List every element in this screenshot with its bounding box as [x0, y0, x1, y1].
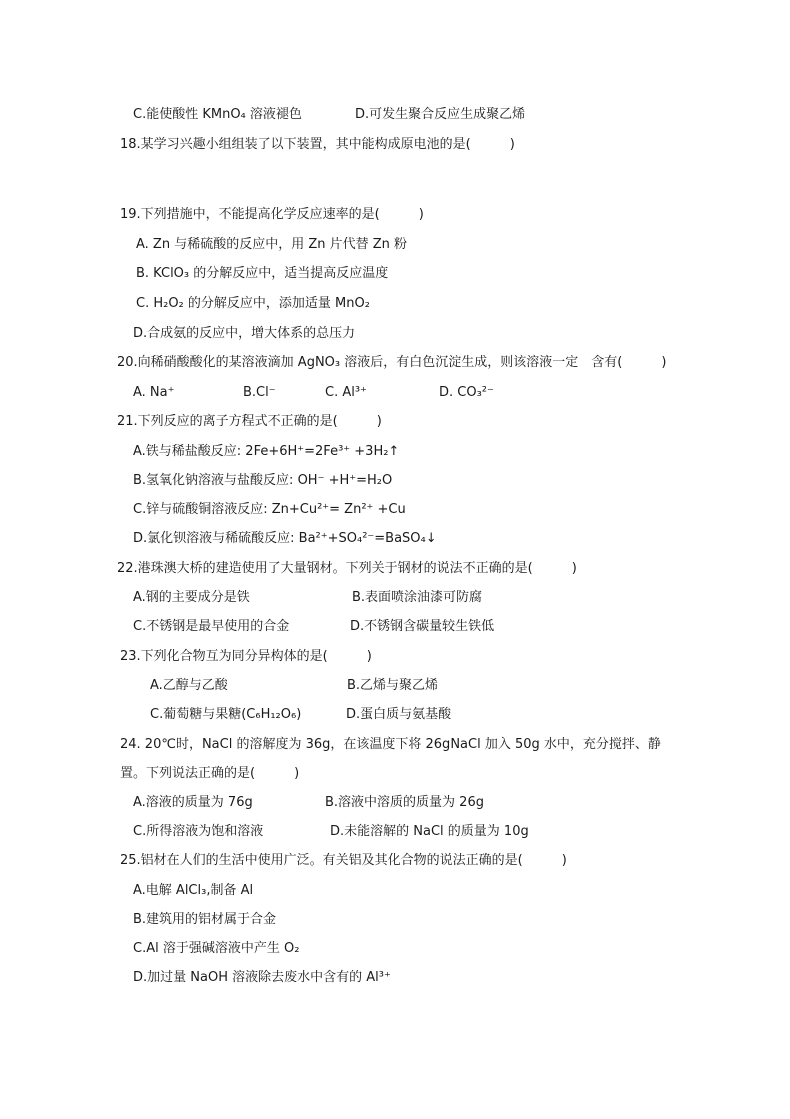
- q21-option-a: A.铁与稀盐酸反应: 2Fe+6H⁺=2Fe³⁺ +3H₂↑: [133, 444, 400, 459]
- q21-option-b: B.氢氧化钠溶液与盐酸反应: OH⁻ +H⁺=H₂O: [133, 473, 393, 488]
- q21-option-d: D.氯化钡溶液与稀硫酸反应: Ba²⁺+SO₄²⁻=BaSO₄↓: [133, 531, 437, 546]
- q19-option-b: B. KClO₃ 的分解反应中，适当提高反应温度: [136, 266, 389, 281]
- q19-stem: 19.下列措施中，不能提高化学反应速率的是( ): [120, 207, 424, 222]
- q25-option-c: C.Al 溶于强碱溶液中产生 O₂: [133, 941, 300, 956]
- q22-option-a: A.钢的主要成分是铁: [133, 590, 250, 605]
- q19-option-c: C. H₂O₂ 的分解反应中，添加适量 MnO₂: [136, 296, 370, 311]
- q23-option-c: C.葡萄糖与果糖(C₆H₁₂O₆): [150, 707, 302, 722]
- q25-option-d: D.加过量 NaOH 溶液除去废水中含有的 Al³⁺: [133, 970, 391, 985]
- q24-option-c: C.所得溶液为饱和溶液: [133, 824, 264, 839]
- q20-option-c: C. Al³⁺: [325, 385, 367, 400]
- q24-option-b: B.溶液中溶质的质量为 26g: [325, 795, 484, 810]
- q17-option-d: D.可发生聚合反应生成聚乙烯: [355, 107, 526, 122]
- q22-option-d: D.不锈钢含碳量较生铁低: [350, 619, 495, 634]
- q23-option-b: B.乙烯与聚乙烯: [347, 678, 439, 693]
- q23-option-a: A.乙醇与乙酸: [150, 678, 228, 693]
- q19-option-d: D.合成氨的反应中，增大体系的总压力: [133, 326, 356, 341]
- q22-stem: 22.港珠澳大桥的建造使用了大量钢材。下列关于钢材的说法不正确的是( ): [117, 561, 577, 576]
- q24-option-a: A.溶液的质量为 76g: [133, 795, 253, 810]
- q20-stem: 20.向稀硝酸酸化的某溶液滴加 AgNO₃ 溶液后，有白色沉淀生成，则该溶液一定 含有( ): [117, 355, 667, 370]
- q22-option-c: C.不锈钢是最早使用的合金: [133, 619, 290, 634]
- q23-stem: 23.下列化合物互为同分异构体的是( ): [120, 649, 372, 664]
- q25-option-b: B.建筑用的铝材属于合金: [133, 912, 277, 927]
- q20-option-b: B.Cl⁻: [243, 385, 276, 400]
- q20-option-a: A. Na⁺: [133, 385, 175, 400]
- q22-option-b: B.表面喷涂油漆可防腐: [352, 590, 483, 605]
- q24-option-d: D.未能溶解的 NaCl 的质量为 10g: [330, 824, 529, 839]
- q23-option-d: D.蛋白质与氨基酸: [346, 707, 452, 722]
- q21-stem: 21.下列反应的离子方程式不正确的是( ): [117, 414, 382, 429]
- q24-stem-line1: 24. 20℃时，NaCl 的溶解度为 36g，在该温度下将 26gNaCl 加入 50g 水中，充分搅拌、静: [120, 737, 661, 752]
- q25-stem: 25.铝材在人们的生活中使用广泛。有关铝及其化合物的说法正确的是( ): [120, 853, 567, 868]
- q25-option-a: A.电解 AlCl₃,制备 Al: [133, 883, 254, 898]
- q17-option-c: C.能使酸性 KMnO₄ 溶液褪色: [133, 107, 302, 122]
- q24-stem-line2: 置。下列说法正确的是( ): [120, 766, 300, 781]
- q20-option-d: D. CO₃²⁻: [439, 385, 494, 400]
- q18-stem: 18.某学习兴趣小组组装了以下装置，其中能构成原电池的是( ): [120, 137, 515, 152]
- q21-option-c: C.锌与硫酸铜溶液反应: Zn+Cu²⁺= Zn²⁺ +Cu: [133, 502, 406, 517]
- q19-option-a: A. Zn 与稀硫酸的反应中，用 Zn 片代替 Zn 粉: [136, 237, 408, 252]
